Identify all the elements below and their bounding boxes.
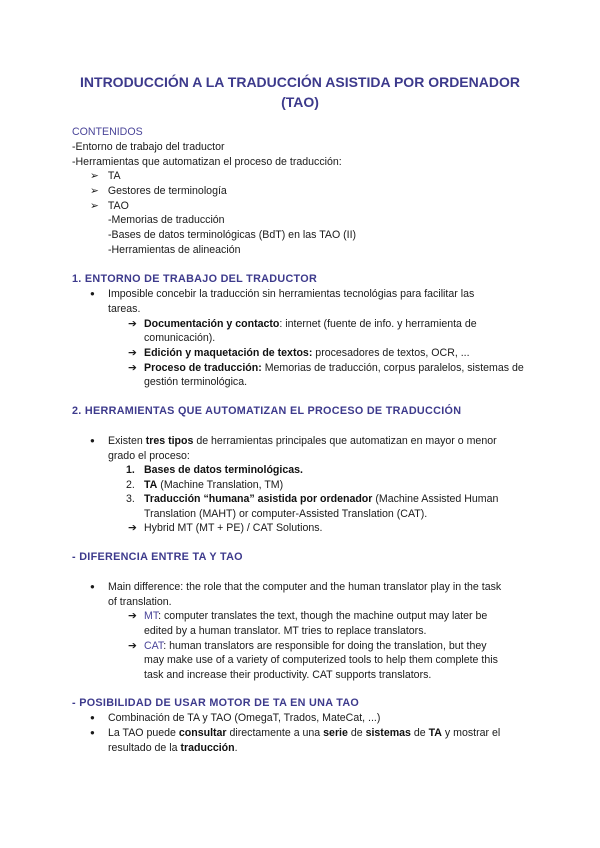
list-item: CAT: human translators are responsible for doing the translation, but they <box>144 640 487 652</box>
arrowhead-icon: ➢ <box>90 185 99 197</box>
numbered-item: Traducción “humana” asistida por ordenador (Machine Assisted Human <box>144 493 499 505</box>
list-number: 3. <box>126 493 135 505</box>
paragraph-line: La TAO puede consultar directamente a una serie de sistemas de TA y mostrar el <box>108 727 501 739</box>
list-item-continuation: comunicación). <box>144 332 216 344</box>
contents-tao-item: -Herramientas de alineación <box>108 244 241 256</box>
contents-tao-item: -Bases de datos terminológicas (BdT) en las TAO (II) <box>108 229 357 241</box>
contents-item: -Entorno de trabajo del traductor <box>72 141 225 153</box>
list-item-continuation: gestión terminológica. <box>144 376 248 388</box>
paragraph-line: resultado de la traducción. <box>108 742 238 754</box>
bullet-icon: ● <box>90 713 95 722</box>
list-item: Hybrid MT (MT + PE) / CAT Solutions. <box>144 522 323 534</box>
contents-sub-item: ➢ Gestores de terminología <box>90 185 227 197</box>
paragraph-line: grado el proceso: <box>108 450 190 462</box>
list-item-continuation: may make use of a variety of computerized tools to help them complete this <box>144 654 498 666</box>
list-item: Documentación y contacto: internet (fuente de info. y herramienta de <box>144 318 477 330</box>
list-item-continuation: edited by a human translator. MT tries to replace translators. <box>144 625 427 637</box>
contents-heading: CONTENIDOS <box>72 126 143 138</box>
arrow-icon: ➔ <box>128 362 137 374</box>
bullet-icon: ● <box>90 582 95 591</box>
bullet-icon: ● <box>90 289 95 298</box>
contents-sub-item: ➢ TAO <box>90 200 129 212</box>
arrow-icon: ➔ <box>128 610 137 622</box>
contents-item: -Herramientas que automatizan el proceso de traducción: <box>72 156 342 168</box>
section-heading: 1. ENTORNO DE TRABAJO DEL TRADUCTOR <box>72 273 318 285</box>
arrow-icon: ➔ <box>128 522 137 534</box>
list-item: MT: computer translates the text, though the machine output may later be <box>144 610 488 622</box>
numbered-item: TA (Machine Translation, TM) <box>144 479 284 491</box>
page-title: INTRODUCCIÓN A LA TRADUCCIÓN ASISTIDA POR ORDENADOR (TAO) <box>80 74 520 110</box>
contents-sub-item: ➢ TA <box>90 170 121 182</box>
paragraph-line: Combinación de TA y TAO (OmegaT, Trados, MateCat, ...) <box>108 712 381 724</box>
contents-tao-item: -Memorias de traducción <box>108 214 225 226</box>
paragraph-line: of translation. <box>108 596 172 608</box>
bullet-icon: ● <box>90 728 95 737</box>
numbered-item-continuation: Translation (MAHT) or computer-Assisted Translation (CAT). <box>144 508 428 520</box>
arrow-icon: ➔ <box>128 347 137 359</box>
section-heading: 2. HERRAMIENTAS QUE AUTOMATIZAN EL PROCESO DE TRADUCCIÓN <box>72 405 462 417</box>
list-item-continuation: task and increase their productivity. CAT supports translators. <box>144 669 432 681</box>
paragraph-line: Imposible concebir la traducción sin herramientas tecnológias para facilitar las <box>108 288 475 300</box>
section-heading: - POSIBILIDAD DE USAR MOTOR DE TA EN UNA TAO <box>72 697 360 709</box>
list-number: 2. <box>126 479 135 491</box>
list-number: 1. <box>126 464 135 476</box>
paragraph-line: tareas. <box>108 303 141 315</box>
bullet-icon: ● <box>90 436 95 445</box>
list-item: Proceso de traducción: Memorias de traducción, corpus paralelos, sistemas de <box>144 362 524 374</box>
list-item: Edición y maquetación de textos: procesadores de textos, OCR, ... <box>144 347 470 359</box>
paragraph-line: Existen tres tipos de herramientas principales que automatizan en mayor o menor <box>108 435 497 447</box>
arrowhead-icon: ➢ <box>90 170 99 182</box>
arrow-icon: ➔ <box>128 640 137 652</box>
numbered-item: Bases de datos terminológicas. <box>144 464 303 476</box>
arrowhead-icon: ➢ <box>90 200 99 212</box>
arrow-icon: ➔ <box>128 318 137 330</box>
paragraph-line: Main difference: the role that the computer and the human translator play in the task <box>108 581 502 593</box>
section-heading: - DIFERENCIA ENTRE TA Y TAO <box>72 551 243 563</box>
